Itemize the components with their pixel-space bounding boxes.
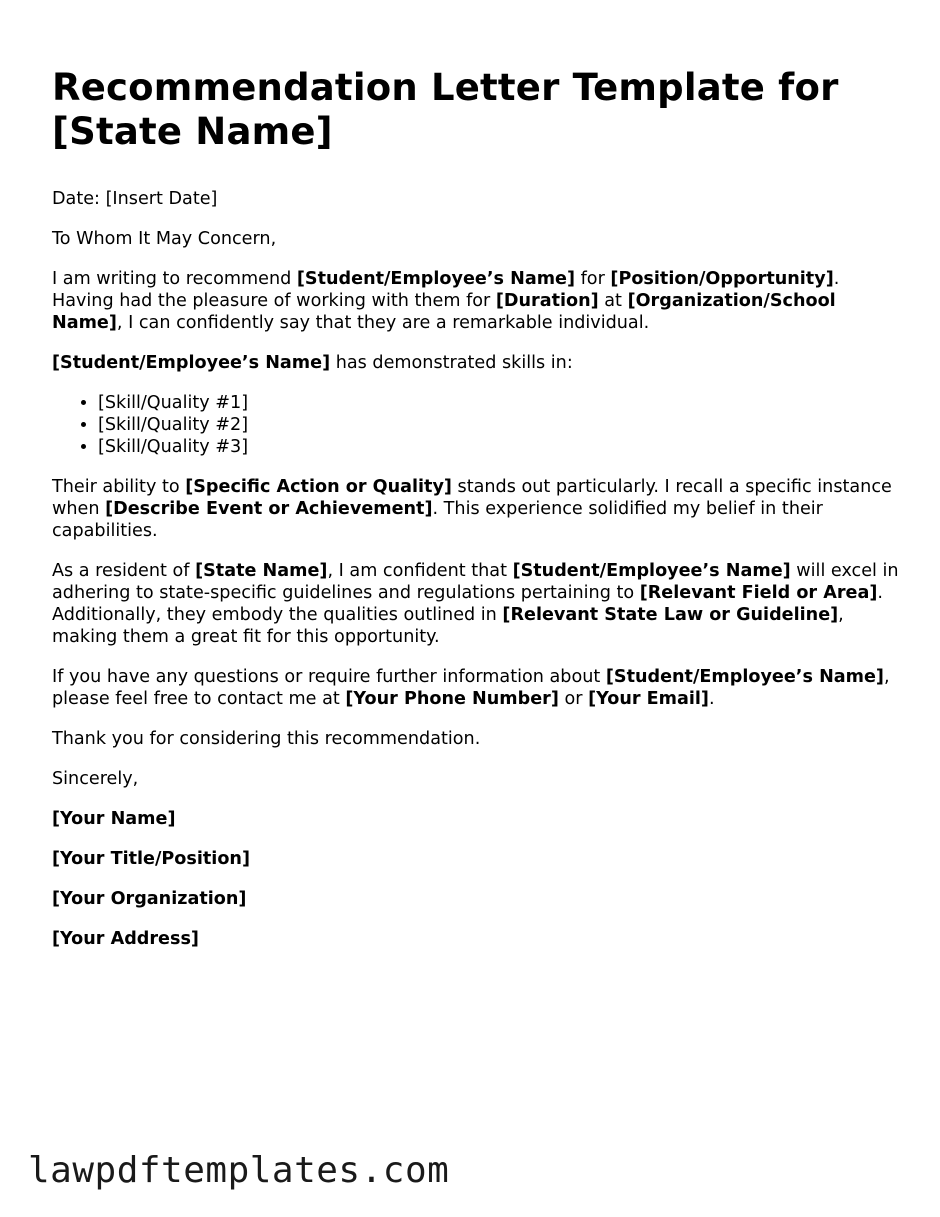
event-placeholder: [Describe Event or Achievement] xyxy=(105,499,433,519)
intro-text-5: , I can confidently say that they are a remarkable individual. xyxy=(116,313,650,333)
action-placeholder: [Specific Action or Quality] xyxy=(185,477,452,497)
skills-intro-text: has demonstrated skills in: xyxy=(330,353,573,373)
skill-item-3: • [Skill/Quality #3] xyxy=(98,436,902,458)
contact-text-2: , please feel free to contact me at xyxy=(52,667,890,709)
salutation: To Whom It May Concern, xyxy=(52,229,277,249)
signature-block xyxy=(52,808,902,950)
resident-paragraph xyxy=(52,560,902,648)
student-name-placeholder: [Student/Employee’s Name] xyxy=(605,667,884,687)
resident-text-2: , I am confident that xyxy=(327,561,513,581)
student-name-placeholder: [Student/Employee’s Name] xyxy=(296,269,576,289)
intro-text-4: at xyxy=(598,291,628,311)
intro-text-1: I am writing to recommend xyxy=(52,269,297,289)
signature-name: [Your Name] xyxy=(52,809,176,829)
thanks-line: Thank you for considering this recommendation. xyxy=(52,729,481,749)
resident-text-4: . Additionally, they embody the qualities outlined in xyxy=(52,583,883,625)
intro-text-2: for xyxy=(575,269,611,289)
ability-text-2: stands out particularly. I recall a specific instance when xyxy=(52,477,892,519)
organization-placeholder: [Organization/School Name] xyxy=(52,291,836,333)
ability-text-1: Their ability to xyxy=(52,477,186,497)
intro-paragraph xyxy=(52,268,902,334)
resident-text-3: will excel in adhering to state-specific guidelines and regulations pertaining to xyxy=(52,561,899,603)
signature-organization: [Your Organization] xyxy=(52,889,247,909)
closing-line: Sincerely, xyxy=(52,769,139,789)
law-placeholder: [Relevant State Law or Guideline] xyxy=(502,605,839,625)
date-line: Date: [Insert Date] xyxy=(52,189,218,209)
resident-text-1: As a resident of xyxy=(52,561,196,581)
student-name-placeholder: [Student/Employee’s Name] xyxy=(52,353,331,373)
contact-text-3: or xyxy=(558,689,589,709)
ability-text-3: . This experience solidified my belief in their capabilities. xyxy=(52,499,823,541)
resident-text-5: , making them a great fit for this opportunity. xyxy=(52,605,844,647)
signature-address: [Your Address] xyxy=(52,929,199,949)
document-title: Recommendation Letter Template for [State Name] xyxy=(52,66,839,153)
site-watermark: lawpdftemplates.com xyxy=(28,1150,450,1191)
signature-title: [Your Title/Position] xyxy=(52,849,250,869)
intro-text-3: . Having had the pleasure of working with them for xyxy=(52,269,840,311)
contact-paragraph xyxy=(52,666,902,710)
skill-item-2: • [Skill/Quality #2] xyxy=(98,414,902,436)
ability-paragraph xyxy=(52,476,902,542)
duration-placeholder: [Duration] xyxy=(495,291,599,311)
student-name-placeholder: [Student/Employee’s Name] xyxy=(512,561,791,581)
contact-text-4: . xyxy=(708,689,715,709)
field-placeholder: [Relevant Field or Area] xyxy=(639,583,878,603)
position-placeholder: [Position/Opportunity] xyxy=(610,269,834,289)
state-placeholder: [State Name] xyxy=(195,561,328,581)
letter-document xyxy=(52,66,902,968)
skill-item-1: • [Skill/Quality #1] xyxy=(98,392,902,414)
email-placeholder: [Your Email] xyxy=(588,689,709,709)
phone-placeholder: [Your Phone Number] xyxy=(345,689,559,709)
contact-text-1: If you have any questions or require further information about xyxy=(52,667,606,687)
skills-intro-paragraph xyxy=(52,352,902,374)
skills-list xyxy=(52,392,902,458)
